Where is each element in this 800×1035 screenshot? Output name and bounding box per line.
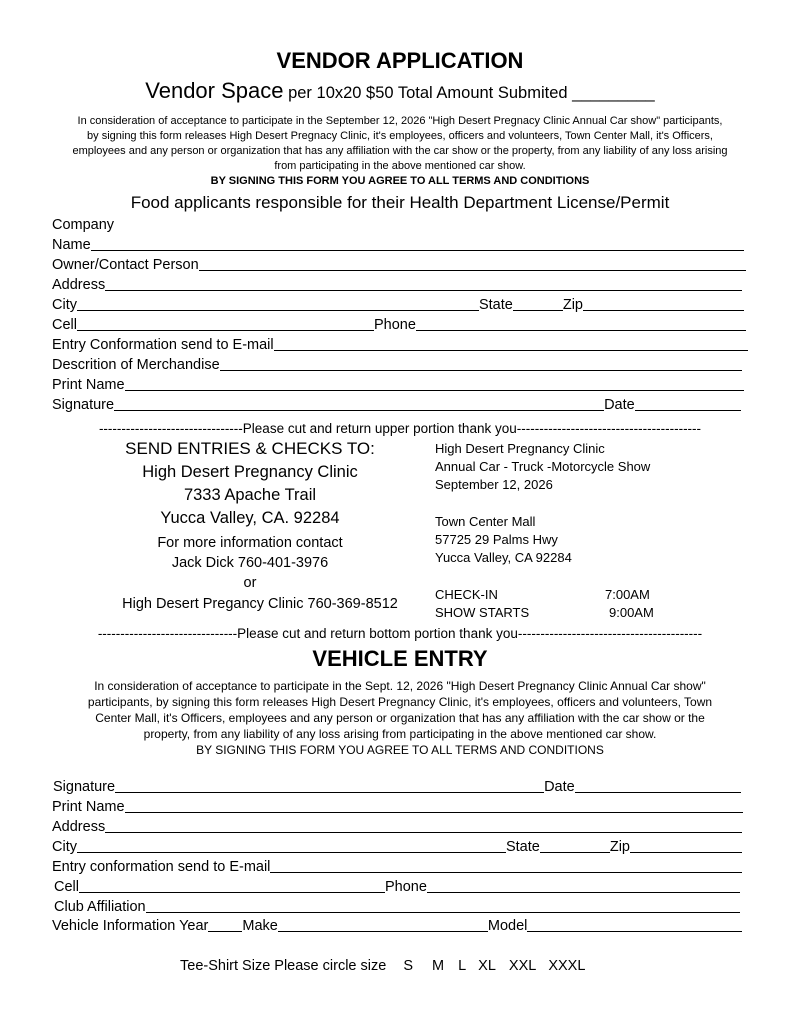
vehicle-date-label: Date [544, 779, 575, 795]
checkin-label: CHECK-IN [435, 587, 498, 602]
city-state-zip-field[interactable] [52, 293, 744, 313]
send-city: Yucca Valley, CA. 92284 [160, 509, 340, 527]
state-line[interactable] [513, 309, 563, 311]
agree-statement: BY SIGNING THIS FORM YOU AGREE TO ALL TERMS AND CONDITIONS [210, 175, 590, 187]
consent-line: Center Mall, it's Officers, employees and any person or organization that has any affiliation with the car show or the [95, 711, 705, 725]
owner-line[interactable] [199, 269, 746, 271]
vehicle-email-field[interactable] [52, 855, 742, 875]
address-field[interactable] [52, 273, 742, 293]
merchandise-field[interactable] [52, 353, 742, 373]
consent-line: participants, by signing this form releases High Desert Pregnancy Clinic, it's employees, officers and volunteers, Town [87, 695, 713, 709]
size-option-l[interactable]: L [458, 958, 467, 974]
tee-shirt-size-row [180, 958, 585, 974]
vendor-space-line [0, 78, 800, 104]
signature-label: Signature [52, 397, 115, 413]
vehicle-print-name-label: Print Name [52, 799, 125, 815]
email-field[interactable] [52, 333, 748, 353]
vehicle-print-name-field[interactable] [52, 795, 743, 815]
size-option-xl[interactable]: XL [478, 958, 496, 974]
vendor-title: VENDOR APPLICATION [276, 48, 524, 73]
vehicle-signature-date-field[interactable] [53, 775, 741, 795]
name-line[interactable] [91, 249, 744, 251]
city-line[interactable] [77, 309, 479, 311]
print-name-line[interactable] [125, 389, 744, 391]
vehicle-city-state-zip-field[interactable] [52, 835, 742, 855]
send-entries-block [90, 438, 410, 460]
state-label: State [478, 297, 513, 313]
signature-date-field[interactable] [52, 393, 741, 413]
consent-line: by signing this form releases High Desert Pregnacy Clinic, it's employees, officers and volunteers, Town Center Mall, it's Officers, [87, 130, 713, 142]
consent-line: employees and any person or organization that has any affiliation with the car show or the property, from any liability of any loss arising [72, 145, 728, 157]
event-date: September 12, 2026 [435, 477, 553, 492]
date-label: Date [604, 397, 635, 413]
cut-line-upper: --------------------------------Please cut and return upper portion thank you----------------------------------------- [98, 421, 702, 436]
show-starts-label: SHOW STARTS [435, 605, 530, 620]
send-street: 7333 Apache Trail [183, 486, 317, 504]
cell-label: Cell [52, 317, 77, 333]
or-text: or [243, 575, 257, 591]
checkin-time: 7:00AM [605, 587, 650, 602]
vehicle-info-field[interactable] [52, 914, 742, 934]
vehicle-signature-line[interactable] [115, 791, 544, 793]
vehicle-phone-line[interactable] [427, 891, 740, 893]
show-starts-time: 9:00AM [609, 605, 654, 620]
consent-line: In consideration of acceptance to participate in the Sept. 12, 2026 "High Desert Pregnancy Clinic Annual Car show" [94, 679, 706, 693]
consent-line: In consideration of acceptance to participate in the September 12, 2026 "High Desert Pregnacy Clinic Annual Car show" participants, [77, 115, 723, 127]
contact-name-phone: Jack Dick 760-401-3976 [171, 555, 329, 571]
vehicle-address-label: Address [52, 819, 106, 835]
zip-line[interactable] [583, 309, 744, 311]
merchandise-label: Descrition of Merchandise [52, 357, 220, 373]
vehicle-year-line[interactable] [208, 930, 242, 932]
vehicle-cell-label: Cell [54, 879, 79, 895]
vehicle-address-field[interactable] [52, 815, 742, 835]
consent-line: from participating in the above mentioned car show. [274, 160, 526, 172]
phone-line[interactable] [416, 329, 746, 331]
consent-line: property, from any liability of any loss arising from participating in the above mentioned car show. [143, 727, 657, 741]
address-label: Address [52, 277, 106, 293]
vendor-space-fee: per 10x20 $50 Total Amount Submited _________ [283, 84, 655, 102]
vehicle-address-line[interactable] [105, 831, 742, 833]
vehicle-email-label: Entry conformation send to E-mail [52, 859, 271, 875]
signature-line[interactable] [114, 409, 604, 411]
event-venue: Town Center Mall [435, 514, 536, 529]
vehicle-consent [0, 678, 800, 758]
city-label: City [52, 297, 77, 313]
contact-info [90, 533, 410, 593]
vehicle-phone-label: Phone [384, 879, 427, 895]
print-name-field[interactable] [52, 373, 744, 393]
size-option-m[interactable]: M [431, 958, 445, 974]
event-location [435, 513, 572, 567]
vehicle-model-label: Model [487, 918, 528, 934]
event-info [435, 440, 650, 494]
company-label: Company [52, 217, 115, 233]
vendor-consent [0, 114, 800, 189]
size-option-xxl[interactable]: XXL [508, 958, 537, 974]
name-label: Name [52, 237, 91, 253]
vehicle-make-label: Make [242, 918, 278, 934]
email-line[interactable] [274, 349, 748, 351]
cell-line[interactable] [77, 329, 374, 331]
vehicle-cell-phone-field[interactable] [54, 875, 740, 895]
event-show-name: Annual Car - Truck -Motorcycle Show [435, 459, 651, 474]
vehicle-cell-line[interactable] [79, 891, 385, 893]
club-affiliation-label: Club Affiliation [54, 899, 146, 915]
cut-line-bottom: -------------------------------Please cut and return bottom portion thank you----------------------------------------- [97, 626, 703, 641]
vehicle-state-label: State [505, 839, 540, 855]
owner-label: Owner/Contact Person [52, 257, 199, 273]
email-label: Entry Conformation send to E-mail [52, 337, 274, 353]
vehicle-print-name-line[interactable] [125, 811, 743, 813]
vehicle-signature-label: Signature [53, 779, 116, 795]
event-org: High Desert Pregnancy Clinic [435, 441, 605, 456]
send-org: High Desert Pregnancy Clinic [142, 463, 358, 481]
club-affiliation-field[interactable] [54, 895, 740, 915]
vehicle-title: VEHICLE ENTRY [312, 646, 488, 671]
name-field[interactable] [52, 233, 744, 253]
clinic-phone: High Desert Pregancy Clinic 760-369-8512 [122, 596, 398, 612]
merchandise-line[interactable] [220, 369, 742, 371]
cell-phone-field[interactable] [52, 313, 746, 333]
phone-label: Phone [373, 317, 416, 333]
vehicle-year-label: Vehicle Information Year [52, 918, 209, 934]
size-option-s[interactable]: S [403, 958, 413, 974]
event-schedule [435, 586, 675, 622]
vehicle-state-line[interactable] [540, 851, 610, 853]
vehicle-zip-label: Zip [609, 839, 630, 855]
event-street: 57725 29 Palms Hwy [435, 532, 558, 547]
vehicle-city-label: City [52, 839, 77, 855]
vehicle-date-line[interactable] [575, 791, 741, 793]
vehicle-zip-line[interactable] [630, 851, 742, 853]
owner-field[interactable] [52, 253, 746, 273]
food-note: Food applicants responsible for their Health Department License/Permit [130, 193, 670, 212]
address-line[interactable] [105, 289, 742, 291]
send-address [90, 461, 410, 530]
date-line[interactable] [635, 409, 741, 411]
event-city: Yucca Valley, CA 92284 [435, 550, 572, 565]
tee-shirt-label: Tee-Shirt Size Please circle size [180, 958, 387, 974]
more-info-text: For more information contact [157, 535, 343, 551]
club-affiliation-line[interactable] [146, 911, 740, 913]
zip-label: Zip [562, 297, 583, 313]
company-field [52, 213, 744, 233]
vendor-space-label: Vendor Space [145, 78, 284, 103]
vehicle-make-line[interactable] [278, 930, 488, 932]
vehicle-email-line[interactable] [270, 871, 742, 873]
print-name-label: Print Name [52, 377, 125, 393]
agree-statement: BY SIGNING THIS FORM YOU AGREE TO ALL TERMS AND CONDITIONS [196, 743, 604, 757]
send-heading: SEND ENTRIES & CHECKS TO: [125, 439, 375, 458]
size-option-xxxl[interactable]: XXXL [548, 958, 586, 974]
vehicle-city-line[interactable] [77, 851, 506, 853]
vehicle-model-line[interactable] [527, 930, 742, 932]
